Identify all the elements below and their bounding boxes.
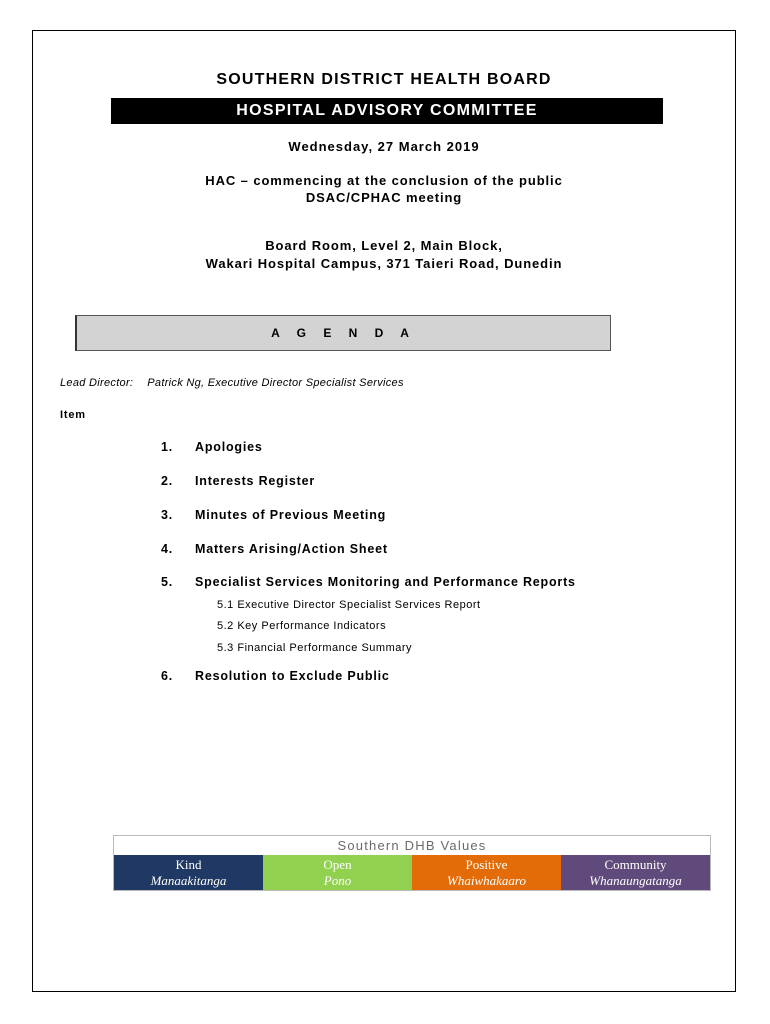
lead-director-label: Lead Director: — [60, 377, 134, 389]
document-page — [32, 30, 736, 992]
meeting-venue-line-1: Board Room, Level 2, Main Block, — [265, 238, 503, 253]
value-english: Kind — [175, 857, 202, 872]
agenda-item-number: 1. — [161, 440, 174, 454]
meeting-venue — [33, 237, 735, 273]
value-maori: Whanaungatanga — [589, 873, 682, 888]
value-english: Community — [604, 857, 667, 872]
agenda-subitem: 5.1 Executive Director Specialist Services Report — [217, 599, 481, 611]
values-title: Southern DHB Values — [337, 838, 487, 853]
agenda-item-title: Minutes of Previous Meeting — [195, 508, 387, 522]
agenda-item-number: 3. — [161, 508, 174, 522]
item-column-header: Item — [60, 409, 86, 421]
value-maori: Whaiwhakaaro — [447, 873, 526, 888]
agenda-item-number: 5. — [161, 575, 174, 589]
value-cell-community — [561, 855, 710, 890]
meeting-time-line-2: DSAC/CPHAC meeting — [305, 190, 463, 205]
agenda-item-title: Resolution to Exclude Public — [195, 669, 390, 683]
meeting-time-line-1: HAC – commencing at the conclusion of the public — [205, 173, 563, 188]
agenda-item-number: 6. — [161, 669, 174, 683]
value-cell-kind — [114, 855, 263, 890]
agenda-item-number: 2. — [161, 474, 174, 488]
agenda-subitem: 5.3 Financial Performance Summary — [217, 642, 413, 654]
values-table — [113, 835, 711, 891]
committee-title-bar: HOSPITAL ADVISORY COMMITTEE — [111, 98, 663, 124]
value-english: Positive — [465, 857, 508, 872]
value-cell-positive — [412, 855, 561, 890]
agenda-subitem: 5.2 Key Performance Indicators — [217, 620, 387, 632]
agenda-item-title: Specialist Services Monitoring and Performance Reports — [195, 575, 576, 589]
agenda-item-title: Interests Register — [195, 474, 315, 488]
value-english: Open — [323, 857, 352, 872]
value-maori: Manaakitanga — [150, 873, 227, 888]
agenda-item — [161, 508, 386, 522]
lead-director — [60, 377, 404, 389]
agenda-item — [161, 542, 388, 556]
meeting-date: Wednesday, 27 March 2019 — [288, 139, 480, 154]
value-cell-open — [263, 855, 412, 890]
agenda-item-title: Matters Arising/Action Sheet — [195, 542, 388, 556]
organisation-title: SOUTHERN DISTRICT HEALTH BOARD — [216, 71, 552, 88]
meeting-venue-line-2: Wakari Hospital Campus, 371 Taieri Road, Dunedin — [205, 256, 563, 271]
agenda-heading: A G E N D A — [75, 315, 611, 351]
agenda-item — [161, 575, 576, 589]
value-maori: Pono — [323, 873, 352, 888]
agenda-item-number: 4. — [161, 542, 174, 556]
agenda-item — [161, 669, 390, 683]
agenda-item — [161, 474, 315, 488]
agenda-item-title: Apologies — [195, 440, 263, 454]
meeting-time — [33, 172, 735, 206]
lead-director-value: Patrick Ng, Executive Director Specialist Services — [147, 377, 404, 389]
agenda-item — [161, 440, 263, 454]
values-row — [114, 855, 710, 890]
